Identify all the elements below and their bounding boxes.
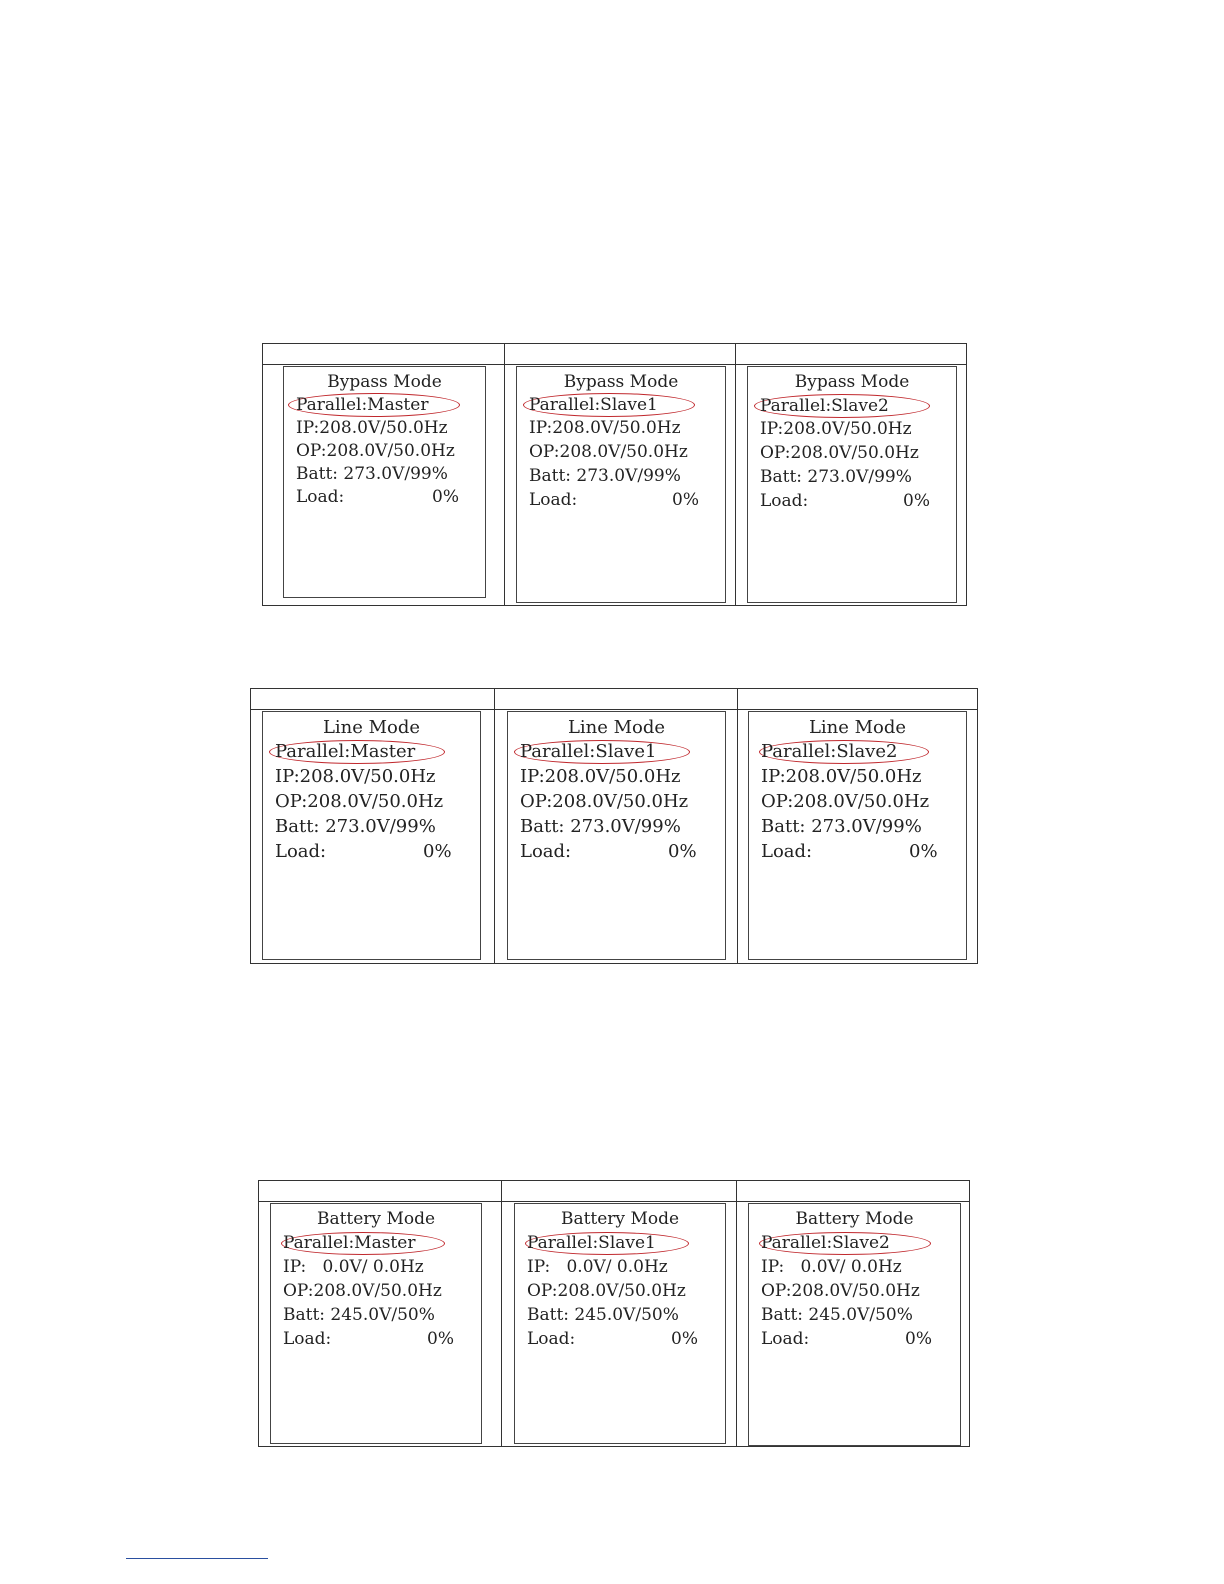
load-label: Load: xyxy=(275,841,327,862)
input-reading: IP:208.0V/50.0Hz xyxy=(761,766,922,787)
load-value: 0% xyxy=(668,841,697,862)
mode-title: Line Mode xyxy=(567,717,666,738)
load-value: 0% xyxy=(427,1329,454,1349)
column-divider xyxy=(735,344,736,605)
battery-reading: Batt: 245.0V/50% xyxy=(761,1305,913,1325)
lcd-screen-slave1 xyxy=(514,1203,726,1444)
load-label: Load: xyxy=(760,491,809,511)
load-label: Load: xyxy=(761,841,813,862)
load-label: Load: xyxy=(527,1329,576,1349)
mode-title: Bypass Mode xyxy=(563,372,679,392)
table-header-row xyxy=(251,689,977,710)
output-reading: OP:208.0V/50.0Hz xyxy=(275,791,444,812)
load-label: Load: xyxy=(283,1329,332,1349)
table-header-row xyxy=(263,344,966,365)
output-reading: OP:208.0V/50.0Hz xyxy=(283,1281,442,1301)
mode-title: Battery Mode xyxy=(560,1209,680,1229)
battery-mode-table xyxy=(258,1180,970,1447)
line-mode-table xyxy=(250,688,978,964)
parallel-role: Parallel:Slave1 xyxy=(529,395,658,415)
lcd-screen-slave1 xyxy=(516,366,726,603)
parallel-role: Parallel:Slave1 xyxy=(520,741,657,762)
mode-title: Bypass Mode xyxy=(327,372,442,392)
load-value: 0% xyxy=(671,1329,698,1349)
input-reading: IP: 0.0V/ 0.0Hz xyxy=(527,1257,668,1277)
load-value: 0% xyxy=(905,1329,932,1349)
parallel-role: Parallel:Slave2 xyxy=(760,396,889,416)
table-header-row xyxy=(259,1181,969,1202)
load-value: 0% xyxy=(909,841,938,862)
output-reading: OP:208.0V/50.0Hz xyxy=(761,1281,920,1301)
output-reading: OP:208.0V/50.0Hz xyxy=(520,791,689,812)
mode-title: Line Mode xyxy=(322,717,421,738)
lcd-screen-master xyxy=(270,1203,482,1444)
footnote-rule xyxy=(126,1558,268,1559)
output-reading: OP:208.0V/50.0Hz xyxy=(529,442,688,462)
battery-reading: Batt: 273.0V/99% xyxy=(761,816,922,837)
column-divider xyxy=(737,689,738,963)
parallel-role: Parallel:Slave2 xyxy=(761,741,898,762)
load-label: Load: xyxy=(529,490,578,510)
lcd-screen-slave1 xyxy=(507,711,726,960)
battery-reading: Batt: 273.0V/99% xyxy=(529,466,681,486)
input-reading: IP: 0.0V/ 0.0Hz xyxy=(761,1257,902,1277)
battery-reading: Batt: 245.0V/50% xyxy=(283,1305,435,1325)
lcd-screen-slave2 xyxy=(748,711,967,960)
parallel-role: Parallel:Slave1 xyxy=(527,1233,656,1253)
output-reading: OP:208.0V/50.0Hz xyxy=(761,791,930,812)
parallel-role: Parallel:Master xyxy=(275,741,416,762)
load-value: 0% xyxy=(672,490,699,510)
lcd-screen-slave2 xyxy=(748,1203,961,1446)
battery-reading: Batt: 273.0V/99% xyxy=(520,816,681,837)
mode-title: Line Mode xyxy=(808,717,907,738)
input-reading: IP:208.0V/50.0Hz xyxy=(275,766,436,787)
battery-reading: Batt: 245.0V/50% xyxy=(527,1305,679,1325)
load-value: 0% xyxy=(903,491,930,511)
input-reading: IP: 0.0V/ 0.0Hz xyxy=(283,1257,424,1277)
output-reading: OP:208.0V/50.0Hz xyxy=(760,443,919,463)
bypass-mode-table xyxy=(262,343,967,606)
mode-title: Battery Mode xyxy=(316,1209,436,1229)
input-reading: IP:208.0V/50.0Hz xyxy=(296,418,448,438)
lcd-screen-master xyxy=(262,711,481,960)
column-divider xyxy=(504,344,505,605)
lcd-screen-slave2 xyxy=(747,366,957,603)
parallel-role: Parallel:Slave2 xyxy=(761,1233,890,1253)
mode-title: Battery Mode xyxy=(795,1209,914,1229)
parallel-role: Parallel:Master xyxy=(296,395,429,415)
column-divider xyxy=(494,689,495,963)
output-reading: OP:208.0V/50.0Hz xyxy=(527,1281,686,1301)
load-value: 0% xyxy=(432,487,459,507)
load-value: 0% xyxy=(423,841,452,862)
load-label: Load: xyxy=(296,487,345,507)
mode-title: Bypass Mode xyxy=(794,372,910,392)
lcd-screen-master xyxy=(283,366,486,598)
battery-reading: Batt: 273.0V/99% xyxy=(760,467,912,487)
column-divider xyxy=(501,1181,502,1446)
load-label: Load: xyxy=(520,841,572,862)
input-reading: IP:208.0V/50.0Hz xyxy=(520,766,681,787)
output-reading: OP:208.0V/50.0Hz xyxy=(296,441,455,461)
column-divider xyxy=(736,1181,737,1446)
input-reading: IP:208.0V/50.0Hz xyxy=(760,419,912,439)
battery-reading: Batt: 273.0V/99% xyxy=(275,816,436,837)
battery-reading: Batt: 273.0V/99% xyxy=(296,464,448,484)
load-label: Load: xyxy=(761,1329,810,1349)
parallel-role: Parallel:Master xyxy=(283,1233,416,1253)
input-reading: IP:208.0V/50.0Hz xyxy=(529,418,681,438)
